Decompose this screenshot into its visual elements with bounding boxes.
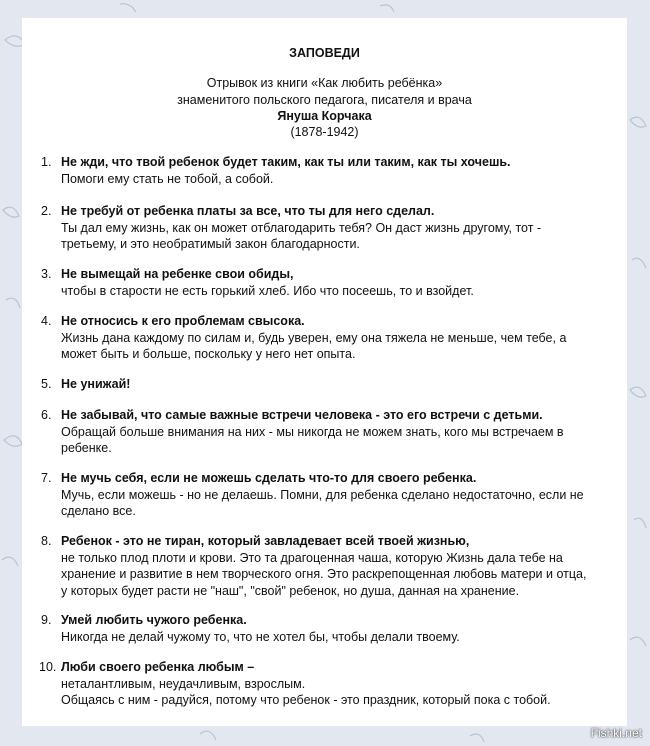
author-name: Януша Корчака: [277, 109, 372, 123]
item-body: [61, 220, 601, 253]
item-number: 7.: [41, 471, 52, 485]
document-title: ЗАПОВЕДИ: [289, 46, 360, 60]
item-line: сделано все.: [61, 504, 136, 519]
item-body: [61, 171, 601, 187]
item-line: Никогда не делай чужому то, что не хотел бы, чтобы делали твоему.: [61, 630, 460, 644]
item-line: чтобы в старости не есть горький хлеб. Ибо что посеешь, то и взойдет.: [61, 284, 474, 298]
item-line: неталантливым, неудачливым, взрослым.: [61, 677, 306, 691]
item-title: Не унижай!: [61, 377, 131, 391]
item-body: [61, 283, 601, 299]
author-years: (1878-1942): [290, 125, 359, 139]
item-number: 10.: [39, 660, 57, 674]
item-title: Не вымещай на ребенке свои обиды,: [61, 267, 294, 281]
item-number: 2.: [41, 204, 52, 218]
item-line: у которых будет расти не "наш", "свой" ребенок, но душа, данная на хранение.: [61, 583, 520, 598]
document-subtitle-line-2: знаменитого польского педагога, писателя и врача: [177, 93, 472, 107]
item-number: 6.: [41, 408, 52, 422]
item-line: не только плод плоти и крови. Это та драгоценная чаша, которую Жизнь дала тебе на: [61, 551, 563, 565]
item-body: [61, 487, 601, 520]
item-line: может быть и больше, поскольку у него нет опыта.: [61, 347, 356, 362]
item-line: хранение и развитие в нем творческого огня. Это раскрепощенная любовь матери и отца,: [61, 567, 587, 582]
item-line: Мучь, если можешь - но не делаешь. Помни, для ребенка сделано недостаточно, если не: [61, 488, 584, 502]
item-number: 5.: [41, 377, 52, 391]
item-number: 1.: [41, 155, 52, 169]
item-line: Общаясь с ним - радуйся, потому что ребенок - это праздник, который пока с тобой.: [61, 693, 551, 708]
item-line: Жизнь дана каждому по силам и, будь уверен, ему она тяжела не меньше, чем тебе, а: [61, 331, 567, 345]
item-line: Обращай больше внимания на них - мы никогда не можем знать, кого мы встречаем в: [61, 425, 564, 439]
item-line: третьему, и это необратимый закон благодарности.: [61, 237, 360, 252]
item-line: Помоги ему стать не тобой, а собой.: [61, 172, 274, 186]
item-title: Не требуй от ребенка платы за все, что ты для него сделал.: [61, 204, 435, 218]
item-title: Люби своего ребенка любым –: [61, 660, 255, 674]
item-number: 8.: [41, 534, 52, 548]
item-body: [61, 629, 601, 645]
item-title: Не мучь себя, если не можешь сделать что-то для своего ребенка.: [61, 471, 477, 485]
item-title: Не жди, что твой ребенок будет таким, как ты или таким, как ты хочешь.: [61, 155, 511, 169]
item-line: Ты дал ему жизнь, как он может отблагодарить тебя? Он даст жизнь другому, тот -: [61, 221, 542, 235]
item-number: 3.: [41, 267, 52, 281]
watermark: Fishki.net: [590, 726, 642, 740]
item-body: [61, 330, 601, 363]
document-subtitle-line-1: Отрывок из книги «Как любить ребёнка»: [206, 76, 443, 90]
item-body: [61, 424, 601, 457]
item-number: 4.: [41, 314, 52, 328]
item-title: Не относись к его проблемам свысока.: [61, 314, 305, 328]
item-body: [61, 550, 601, 599]
item-title: Умей любить чужого ребенка.: [61, 613, 247, 627]
item-number: 9.: [41, 613, 52, 627]
item-line: ребенке.: [61, 441, 112, 456]
item-title: Ребенок - это не тиран, который завладевает всей твоей жизнью,: [61, 534, 470, 548]
item-body: [61, 676, 601, 709]
document-page: [22, 18, 627, 726]
item-title: Не забывай, что самые важные встречи человека - это его встречи с детьми.: [61, 408, 543, 422]
